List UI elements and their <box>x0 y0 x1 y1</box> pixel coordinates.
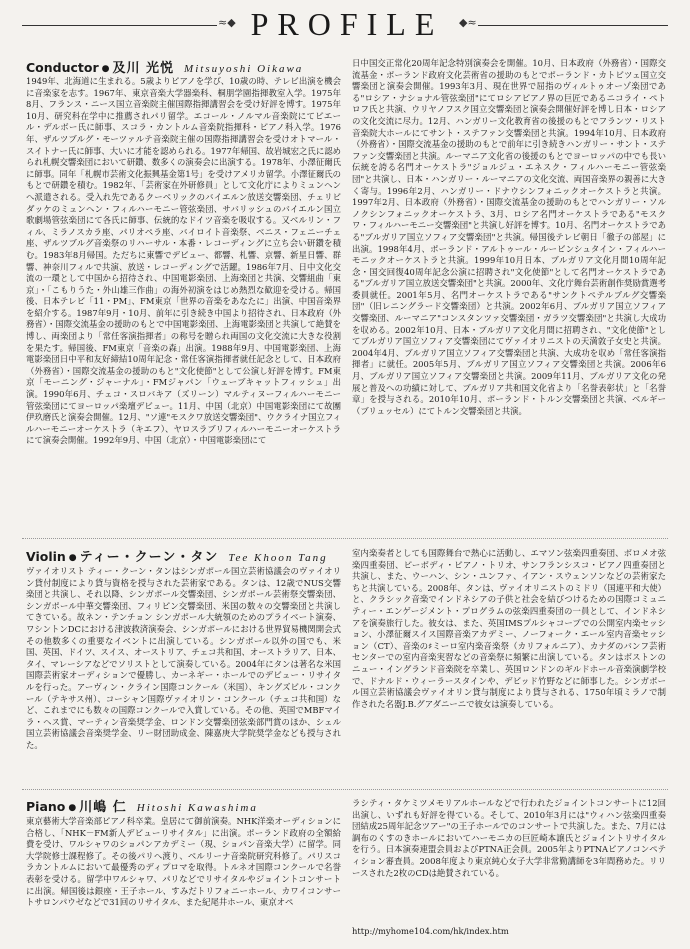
piano-bio-right <box>352 798 666 926</box>
section-divider <box>22 789 668 790</box>
conductor-roman-name: Mitsuyoshi Oikawa <box>184 63 304 75</box>
banner-rule-right <box>478 25 668 26</box>
piano-name: 川嶋 仁 <box>79 800 127 815</box>
conductor-heading <box>26 57 303 75</box>
conductor-name: 及川 光悦 <box>112 61 175 76</box>
piano-roman-name: Hitoshi Kawashima <box>136 802 258 814</box>
section-divider <box>22 538 668 539</box>
piano-role: Piano <box>26 799 66 814</box>
conductor-bio-left-text: 1949年、北海道に生まれる。5歳よりピアノを学び、10歳の時、テレビ出演を機会に音楽家を志す。1967年、東京音楽大学器楽科、桐朋学園指揮教室入学。1975年8月、フランス・ニース国立音楽院主催国際指揮講習会を受け好評を博す。1975年10月、研究科在学中に推薦されパリ留学。エコール・ノルマル音楽院にてピエール・デルボー氏に師事、スコラ・カントルム音楽院指揮科・ピアノ科入学。1976年、ザルツブルグ・モーツァルテ音楽院主催の国際指揮講習会を受けオトマール・スイトナー氏に師事、大いに才能を認められる。1977年帰国、故岩城宏之氏に認められ札幌交響楽団において研鑽、数多くの演奏会に出演する。1978年、小澤征爾氏に師事。同年「札幌市芸術文化振興基金第1号」を受けアメリカ留学。小澤征爾氏のもとで研鑽を積む。1982年、「芸術家在外研修員」として文化庁によりミュンヘンへ派遣される。受入れ先であるクーベリックのバイエルン放送交響楽団、チェリビダッケのミュンヘン・フィルハーモニー管弦楽団、サバリッシュのバイエルン国立歌劇場管弦楽団にて各氏に師事、伝統的なドイツ音楽を吸収する。又ベルリン・フィル、ミラノスカラ座、パリオペラ座、バイロイト音楽祭、ベニス・フェニーチェ座、ザルツブルグ音楽祭のリハーサル・本番・レコーディングに立ち会い研鑽を積む。1983年8月帰国。ただちに東響でデビュー、都響、札響、京響、新星日響、群響、神奈川フィルで共演、放送・レコーディングで活躍。1986年7月、日中文化交流の一環として中国から招待され、中国電影楽団、上海楽団と共演、交響組曲「東京」・「こもりうた・外山雄三作曲」の海外初演をはじめ熱烈な歓迎を受ける。帰国後、日本テレビ「11・PM」、FM東京「世界の音楽をあなたに」出演、中国音楽界を紹介する。1987年9月・10月、前年に引き続き中国より招待され、日本政府（外務省）・国際交流基金の援助のもとで中国電影楽団、上海電影楽団と共演して絶賛を博し、両楽団より「常任客演指揮者」の称号を贈られ両国の文化交流に大きな役割を果たす。帰国後、FM東京「音楽の森」出演。1988年9月、中国電影楽団、上海電影楽団日中平和友好締結10周年記念・常任客演指揮者就任記念として、日本政府（外務省）・国際交流基金の援助のもと"文化使節"として公演し好評を博す。FM東京「モーニング・ジャーナル」・FMジャパン「ウェーブキャットフィッシュ」出演。1990年6月、チェコ・スロバキア（ズリーン）マルティヌーフィルハーモニー管弦楽団にてヨーロッパ楽壇デビュー。11月、中国（北京）中国電影楽団にて故團伊玖磨氏と演奏会開催。12月、"ソ連"モスクワ放送交響楽団"、ウクライナ国立フィルハーモニーオーケストラ（キエフ）、ヤロスラブリフィルハーモニーオーケストラにて演奏会開催。1992年9月、中国（北京）・中国電影楽団にて <box>26 76 341 446</box>
violin-bio-right-text: 室内楽奏者としても国際舞台で熱心に活動し、エマソン弦楽四重奏団、ボロメオ弦楽四重奏団、ピーボディ・ピアノ・トリオ、サンフランシスコ・ピアノ四重奏団と共演し、また、ウーハン、シン・ユンファ、イアン・スウェンソンなどの芸術家たちと共演している。2008年、タンは、ヴァイオリニストのミドリ（国連平和大使）と、クラシック音楽でインドネシアの子供と社会を結びつけるための国際コミュニティー・エンゲージメント・プログラムの弦楽四重奏団の一員として、インドネシアを演奏旅行した。彼女は、また、英国IMSプルシャコーブでの公開室内楽セッション、小澤征爾スイス国際音楽アカデミー、ノーフォーク・エール室内音楽セッション（CT）、音楽の♯ミーロ室内楽音楽祭（カリフォルニア）、カナダのバンフ芸術センターでの室内音楽実習などの音楽祭に頻繁に出演している。タンはボストンのニュー・イングランド音楽院を卒業し、英国ロンドンのギルドホール音楽演劇学校で、ドナルド・ウィーラースタインや、デビッド竹野などに師事した。シンガポール国立芸術協議会ヴァイオリン貸与制度により貸与される、1750年頃ミラノで制作された名器J.B.グアダニーニで彼女は演奏している。 <box>352 548 666 709</box>
profile-banner <box>0 0 690 46</box>
violin-roman-name: Tee Khoon Tang <box>228 552 328 564</box>
conductor-bio-left <box>26 76 341 532</box>
violin-bio-right <box>352 548 666 782</box>
page-title: PROFILE <box>250 6 444 42</box>
conductor-role: Conductor <box>26 60 99 75</box>
piano-bio-left-text: 東京藝術大学音楽部ピアノ科卒業。皇居にて御前演奏。NHK洋楽オーディションに合格し、「NHK－FM新人デビューリサイタル」に出演。ポーランド政府の全額給費を受け、ワルシャワのショパンアカデミー（現、ショパン音楽大学）に留学。同大学院修士課程修了。その後パリへ渡り、ベルリーナ音楽院研究科修了。パリスコラカントルムにおいて最優秀のディプロマを取得。トルネオ国際コンクールで名誉表彰を受ける。留学中ワルシャワ、パリなどでリサイタルやジョイントコンサートに出演。帰国後は銀座・王子ホール、すみだトリフォニーホール、カワイコンサートサロンパウゼなどで31回のリサイタル、また紀尾井ホール、東京オペ <box>26 816 341 908</box>
piano-bio-right-text: ラシティ・タケミツメモリアルホールなどで行われたジョイントコンサートに12回出演し、いずれも好評を得ている。そして、2010年3月には"ウィハン弦楽四重奏団結成25周年記念ツアー"の王子ホールでのコンサートで共演した。また、7月には調布のくすのきホールにおいてハーモニカの巨匠崎本譲氏とジョイントリサイタルを行う。日本演奏連盟会員およびPTNA正会員。2005年よりPTNAピアノコンペティション審査員。2008年度より東京純心女子大学非常勤講師を3年間務めた。リリースされた2枚のCDは絶賛されている。 <box>352 798 666 878</box>
piano-website-link[interactable]: http://myhome104.com/hk/index.htm <box>352 926 509 936</box>
violin-role: Violin <box>26 549 66 564</box>
conductor-bullet: ● <box>101 64 110 74</box>
banner-ornament-left: ≈◆ <box>218 16 236 29</box>
banner-rule-left <box>22 25 217 26</box>
violin-bullet: ● <box>68 553 77 563</box>
piano-bio-left <box>26 816 341 934</box>
piano-bullet: ● <box>68 803 77 813</box>
banner-ornament-right: ◆≈ <box>459 16 477 29</box>
violin-bio-left-text: ヴァイオリスト ティー・クーン・タンはシンガポール国立芸術協議会のヴァイオリン貸付制度により貸与資格を授与された芸術家である。タンは、12歳でNUS交響楽団と共演し、それ以降、シンガポール交響楽団、シンガポール芸術祭交響楽団、シンガポール中華交響楽団、フィリピン交響楽団、米国の数々の交響楽団と共演してきている。故ネン・テンチョン シンガポール大統領のためのプライベート演奏、ワシントンDCにおける津波救済演奏会、シンガポールにおける世界貿易機関開会式その他数多くの重要なイベントに出演している。シンガポール以外の国でも、米国、英国、ドイツ、スイス、オーストリア、チェコ共和国、オーストラリア、日本、タイ、マレーシアなどでソリストとして演奏している。2004年にタンは著名な米国国際芸術家オーディションで優勝し、カーネギー・ホールでのデビュー・リサイタルを行った。アーヴィン・クライン国際コンクール（米国）、キングズビル・コンクール（テキサス州）、コーシャン国際ヴァイオリン・コンクール（チェコ共和国）など、これまでにも数々の国際コンクールで入賞している。その他、英国でMBFマイラ・ヘス賞、マーティン音楽奨学金、ロンドン交響楽団弦楽部門賞のほか、シェル国立芸術協議会音楽奨学金、リー財団助成金、陳嘉庚大学院奨学金なども授与された。 <box>26 566 341 750</box>
violin-name: ティー・クーン・タン <box>79 550 219 565</box>
conductor-bio-right <box>352 58 666 532</box>
piano-heading <box>26 796 258 814</box>
piano-website[interactable] <box>352 926 666 940</box>
violin-heading <box>26 546 328 564</box>
violin-bio-left <box>26 566 341 782</box>
conductor-bio-right-text: 日中国交正常化20周年記念特別演奏会を開催。10月、日本政府（外務省）・国際交流基金・ポーランド政府文化芸術省の援助のもとでポーランド・カトビツェ国立交響楽団と演奏会開催。1993年3月、現在世界で屈指のヴィルトゥオーゾ楽団である"ロシア・ナショナル管弦楽団"にてロシアピアノ界の巨匠であるニコライ・ペトロフ氏と共演、ウリヤノフスク国立交響楽団と演奏会開催好評を博し日本・ロシアの文化交流に尽力。12月、ハンガリー文化教育省の後援のもとでフランツ・リスト音楽院大ホールにてサント・ステファン交響楽団と共演。1994年10月、日本政府（外務省）・国際交流基金の援助のもとで前年に引き続きハンガリー・サント・ステファン交響楽団と共演。ルーマニア文化省の後援のもとでヨーロッパの中でも長い伝統を誇る名門オーケストラ"ジョルジュ・エネスク・フィルハーモニー管弦楽団"と共演し、日本・ハンガリー・ルーマニアの文化交流、両国音楽界の親善に大きく寄与。1996年2月、ハンガリー・ドナウシンフォニックオーケストラと共演。1997年2月、日本政府（外務省）・国際交流基金の援助のもとでハンガリー・ソルノクシンフォニックオーケストラ、3月、ロシア名門オーケストラである"モスクワ・フィルハーモニー交響楽団"と共演し好評を博す。10月、名門オーケストラである"ブルガリア国立ソフィア交響楽団"と共演。帰国後テレビ朝日「徹子の部屋」に出演。1998年4月、ポーランド・アルトゥール・ルービンシュタイン・フィルハーモニックオーケストラと共演。1999年10月日本、ブルガリア文化月間10周年記念・国交回復40周年記念公演に招聘され"文化使節"として名門オーケストラである"ブルガリア国立放送交響楽団"と共演。2000年、文化庁舞台芸術創作奨励賞選考委員就任。2001年5月、名門オーケストラである"サンクトペテルブルグ交響楽団"（旧レニングラード交響楽団）と共演。2002年6月、ブルガリア国立ソフィア交響楽団、ルーマニア"コンスタンツァ交響楽団・ガラツ交響楽団"と共演し大成功を収める。2002年10月、日本・ブルガリア文化月間に招聘され、"文化使節"としてブルガリア国立ソフィア交響楽団にてヴァイオリニストの天満敦子女史と共演。2004年4月、ブルガリア国立ソフィア交響楽団と共演、大成功を収め「常任客演指揮者」に就任。2005年5月、ブルガリア国立ソフィア交響楽団と共演。2006年6月、ブルガリア国立ソフィア交響楽団と共演。2009年11月、ブルガリア文化の発展と普及への功績に対して、ブルガリア共和国文化省より「名誉表彰状」と「名誉章」を授与される。2010年10月、ポーランド・トルン交響楽団と共演、ベルギー（ブリュッセル）にてトルン交響楽団と共演。 <box>352 58 666 416</box>
